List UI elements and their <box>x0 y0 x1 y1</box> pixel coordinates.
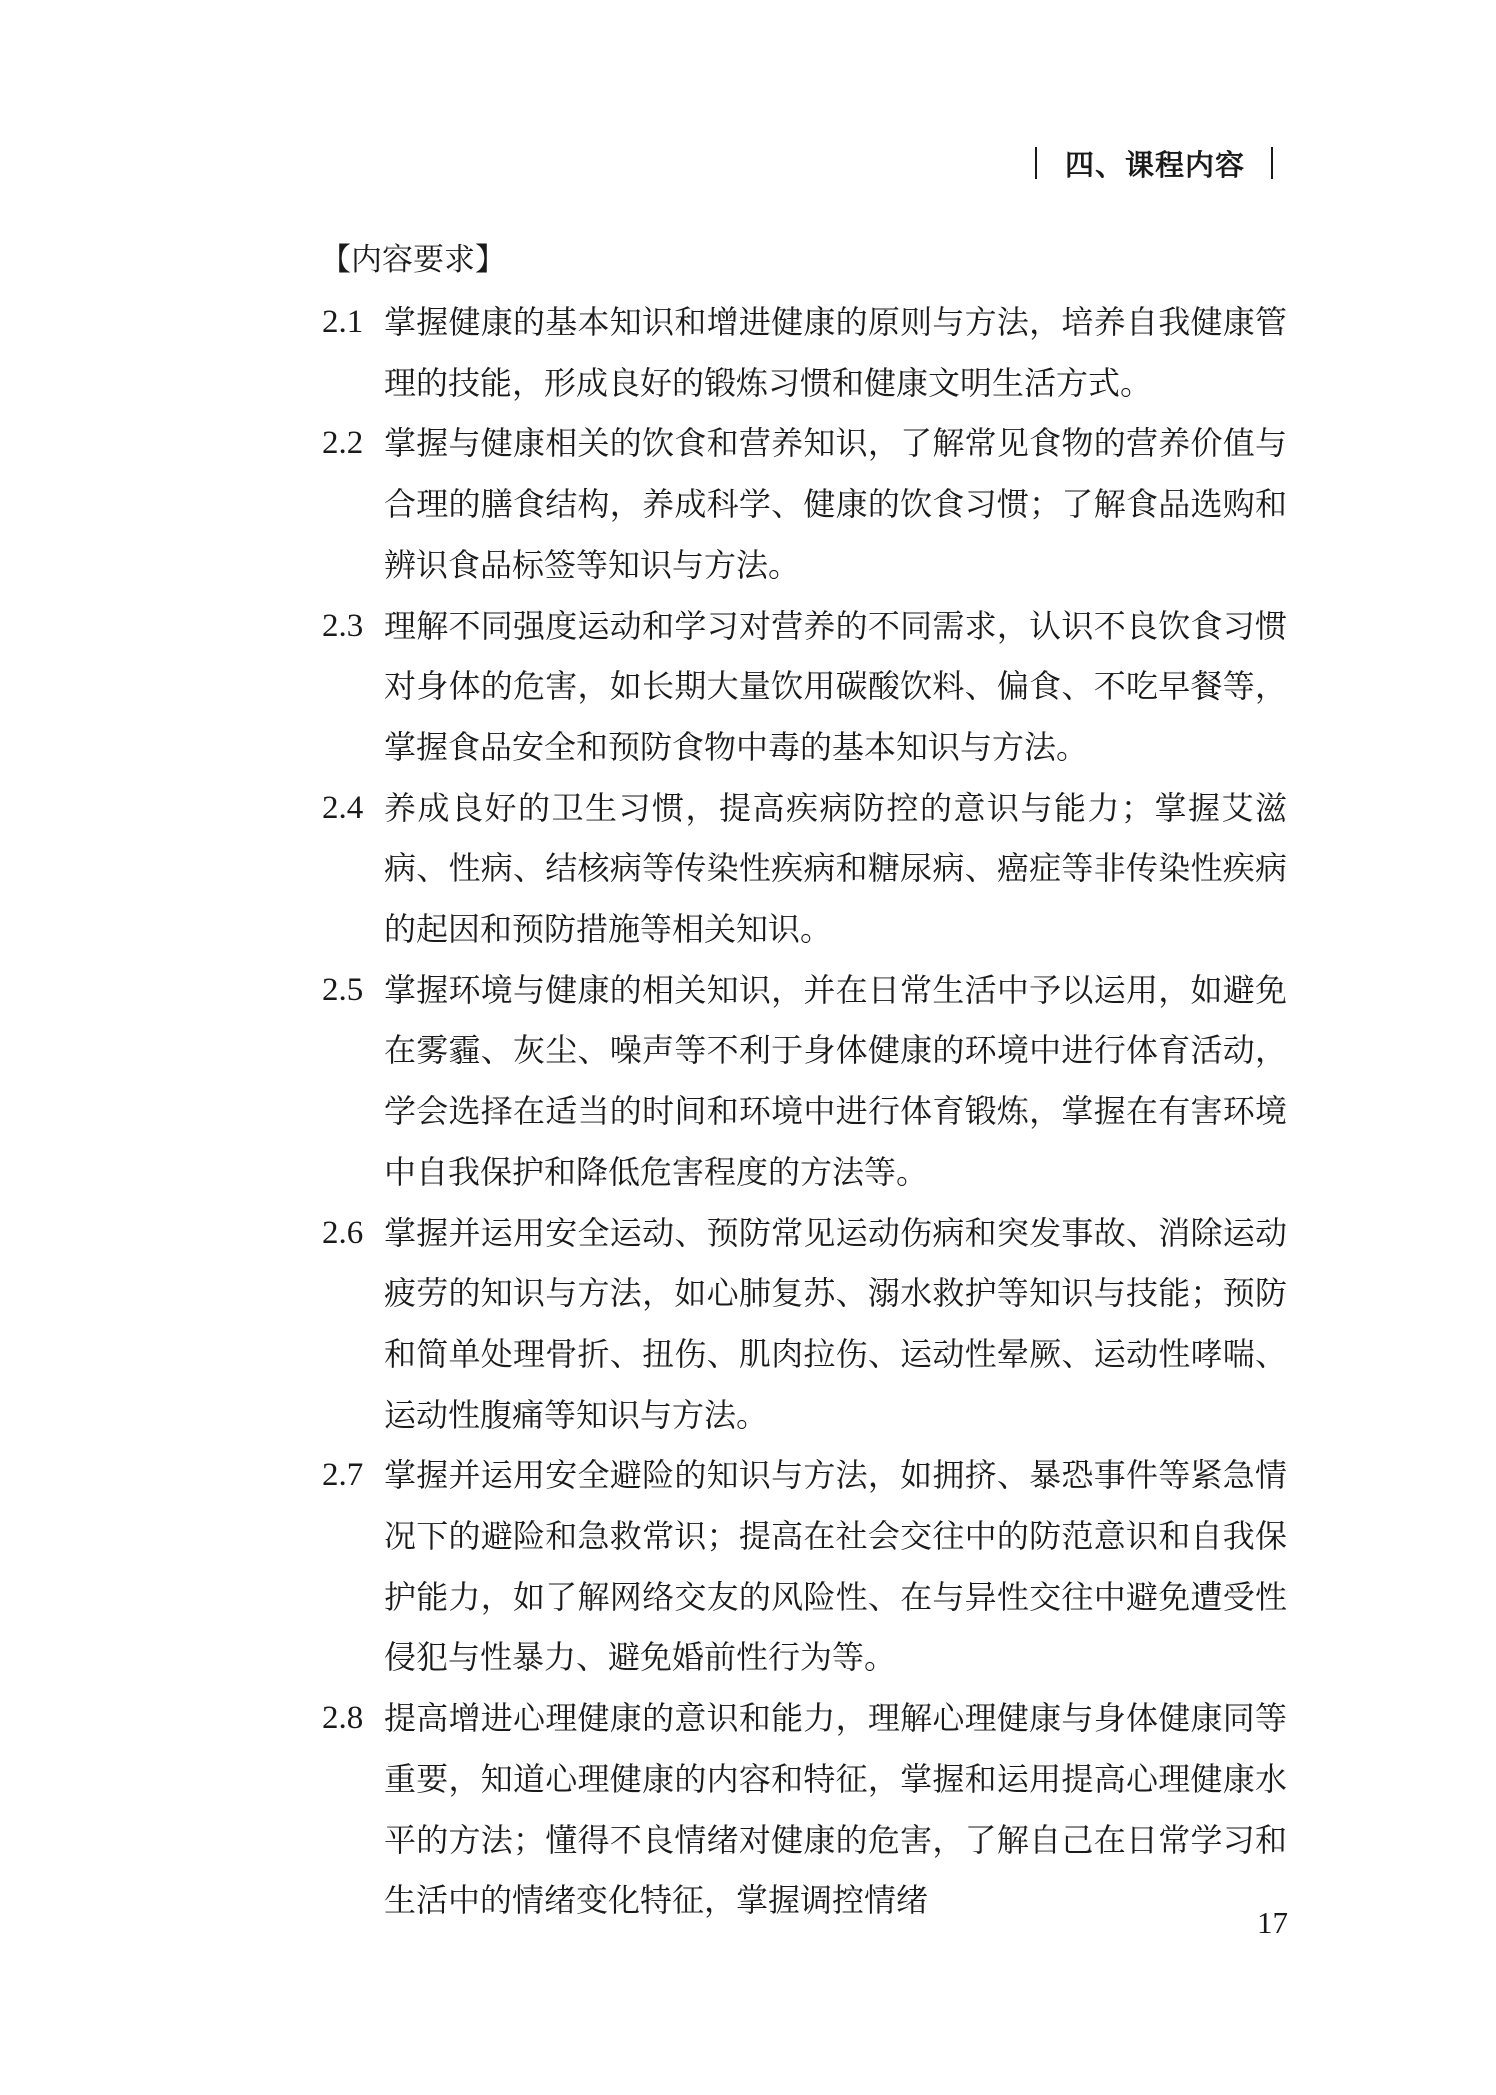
item-text: 提高增进心理健康的意识和能力，理解心理健康与身体健康同等重要，知道心理健康的内容和特征，掌握和运用提高心理健康水平的方法；懂得不良情绪对健康的危害，了解自己在日常学习和生活中的情绪变化特征，掌握调控情绪 <box>384 1699 1287 1920</box>
list-item <box>322 960 1287 1203</box>
section-title: 【内容要求】 <box>320 242 506 278</box>
item-number: 2.4 <box>322 789 364 826</box>
header-left-rule <box>1035 147 1037 179</box>
list-item <box>322 778 1287 960</box>
list-item <box>322 413 1287 595</box>
content-list <box>322 292 1287 1931</box>
list-item <box>322 1445 1287 1688</box>
header-title: 四、课程内容 <box>1065 147 1246 182</box>
item-number: 2.2 <box>322 425 364 462</box>
item-text: 掌握环境与健康的相关知识，并在日常生活中予以运用，如避免在雾霾、灰尘、噪声等不利于身体健康的环境中进行体育活动，学会选择在适当的时间和环境中进行体育锻炼，掌握在有害环境中自我保护和降低危害程度的方法等。 <box>384 970 1287 1191</box>
page-number: 17 <box>1257 1905 1288 1940</box>
item-number: 2.7 <box>322 1457 364 1494</box>
item-text: 掌握并运用安全运动、预防常见运动伤病和突发事故、消除运动疲劳的知识与方法，如心肺复苏、溺水救护等知识与技能；预防和简单处理骨折、扭伤、肌肉拉伤、运动性晕厥、运动性哮喘、运动性腹痛等知识与方法。 <box>384 1213 1287 1434</box>
item-number: 2.6 <box>322 1214 364 1251</box>
running-header <box>1035 140 1275 186</box>
header-right-rule <box>1271 147 1273 179</box>
item-number: 2.5 <box>322 971 364 1008</box>
item-number: 2.3 <box>322 607 364 644</box>
item-text: 理解不同强度运动和学习对营养的不同需求，认识不良饮食习惯对身体的危害，如长期大量饮用碳酸饮料、偏食、不吃早餐等，掌握食品安全和预防食物中毒的基本知识与方法。 <box>384 606 1287 766</box>
item-text: 养成良好的卫生习惯，提高疾病防控的意识与能力；掌握艾滋病、性病、结核病等传染性疾病和糖尿病、癌症等非传染性疾病的起因和预防措施等相关知识。 <box>384 788 1287 949</box>
item-text: 掌握与健康相关的饮食和营养知识，了解常见食物的营养价值与合理的膳食结构，养成科学、健康的饮食习惯；了解食品选购和辨识食品标签等知识与方法。 <box>384 424 1287 584</box>
list-item <box>322 1203 1287 1446</box>
list-item <box>322 596 1287 778</box>
item-number: 2.1 <box>322 304 364 340</box>
item-text: 掌握并运用安全避险的知识与方法，如拥挤、暴恐事件等紧急情况下的避险和急救常识；提高在社会交往中的防范意识和自我保护能力，如了解网络交友的风险性、在与异性交往中避免遭受性侵犯与性暴力、避免婚前性行为等。 <box>384 1456 1287 1677</box>
list-item <box>322 1688 1287 1931</box>
item-text: 掌握健康的基本知识和增进健康的原则与方法，培养自我健康管理的技能，形成良好的锻炼习惯和健康文明生活方式。 <box>384 303 1287 402</box>
list-item <box>322 292 1287 413</box>
item-number: 2.8 <box>322 1700 364 1737</box>
